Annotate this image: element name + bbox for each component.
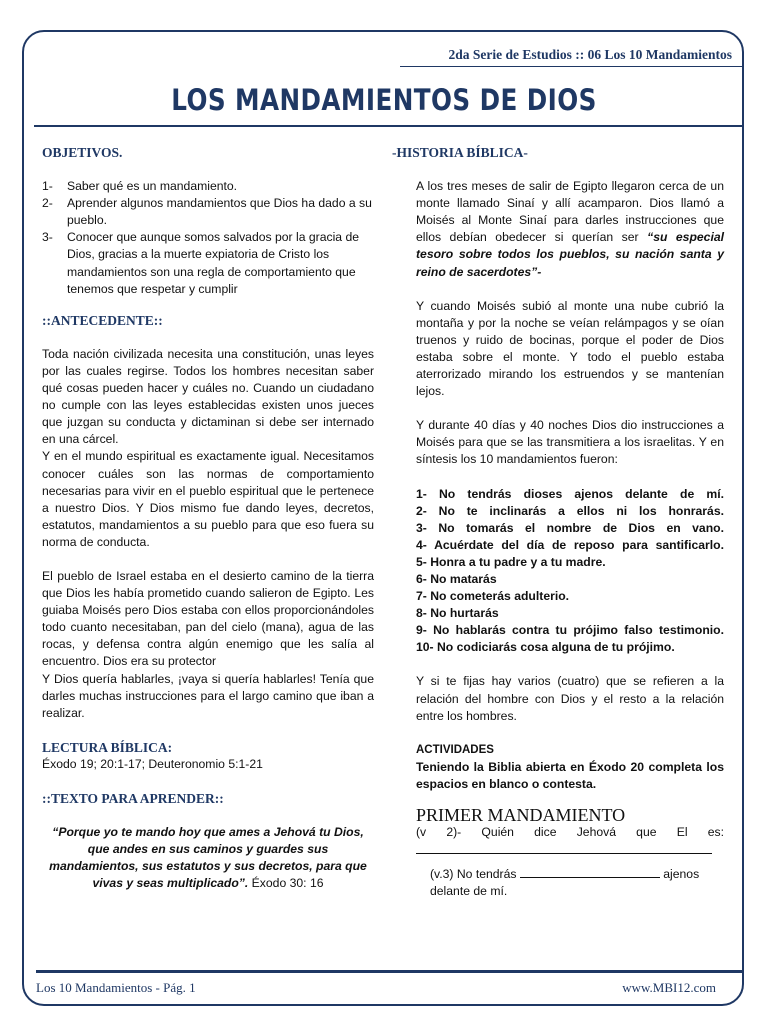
- right-column: [392, 144, 725, 900]
- footer-website: www.MBI12.com: [622, 980, 716, 995]
- list-item: 8- No hurtarás: [416, 606, 499, 621]
- answer-line-1[interactable]: [416, 841, 712, 854]
- list-item: 1- Saber qué es un mandamiento.: [42, 179, 238, 194]
- historia-paragraph: A los tres meses de salir de Egipto llegaron cerca de un monte llamado Sinaí y allí acamparon. Dios llamó a Moisés al Monte Sinaí para darles instrucciones que ellos debían obedecer si querían ser “su especial tesoro sobre todos los pueblos, su nación santa y reino de sacerdotes”-: [416, 179, 725, 279]
- historia-paragraph: Y durante 40 días y 40 noches Dios dio instrucciones a Moisés para que se las transmitiera a los israelitas. Y en síntesis los 10 mandamientos fueron:: [416, 418, 724, 467]
- question-2: (v.3) No tendrás ajenos: [430, 867, 700, 882]
- list-item: 10- No codiciarás cosa alguna de tu prójimo.: [416, 640, 675, 655]
- antecedente-paragraph: El pueblo de Israel estaba en el desierto camino de la tierra que Dios les había prometido cuando salieron de Egipto. Les guiaba Moisés pero Dios estaba con ellos proporcionándoles todo cuanto necesitaban, pan del cielo (mana), agua de las rocas, y defensa contra algún enemigo que les salía al encuentro. Dios era su protector: [42, 568, 374, 669]
- list-item: 9- No hablarás contra tu prójimo falso testimonio.: [416, 623, 724, 638]
- texto-heading: ::TEXTO PARA APRENDER::: [42, 791, 224, 806]
- historia-paragraph: Y cuando Moisés subió al monte una nube cubrió la montaña y por la noche se veían relámpagos y se oían truenos y ruido de bocinas, porque el poder de Dios estaba sobre el monte. Y todo el pueblo estaba aterrorizado mirando los estruendos y se mantenían lejos.: [416, 298, 724, 399]
- objetivos-list: [42, 178, 374, 298]
- list-item: 5- Honra a tu padre y a tu madre.: [416, 554, 606, 569]
- series-underline: [400, 66, 742, 67]
- list-item: 3- Conocer que aunque somos salvados por la gracia de Dios, gracias a la muerte expiatoria de Cristo los mandamientos son una regla de comportamiento que tenemos que respetar y cumplir: [42, 230, 360, 296]
- list-item: 2- Aprender algunos mandamientos que Dios ha dado a su pueblo.: [42, 196, 372, 228]
- memory-verse: “Porque yo te mando hoy que ames a Jehová tu Dios, que andes en sus caminos y guardes sus mandamientos, sus estatutos y sus decretos, para que vivas y seas multiplicado”. Éxodo 30: 16: [49, 825, 367, 891]
- footer-divider: [36, 970, 742, 973]
- series-header: 2da Serie de Estudios :: 06 Los 10 Mandamientos: [448, 47, 732, 62]
- antecedente-heading: ::ANTECEDENTE::: [42, 312, 163, 328]
- antecedente-paragraph: Y en el mundo espiritual es exactamente igual. Necesitamos conocer cuáles son las normas de comportamiento necesarias para vivir en el pueblo espiritual que le pertenece a nuestro Dios. Y Dios mismo fue dando leyes, decretos, estatutos, mandamientos a su pueblo para que eso fuera su norma de conducta.: [42, 449, 374, 549]
- lectura-heading: LECTURA BÍBLICA:: [42, 739, 173, 755]
- commandments-list: [416, 486, 724, 657]
- historia-heading: -HISTORIA BÍBLICA-: [392, 145, 528, 160]
- page-title: LOS MANDAMIENTOS DE DIOS: [171, 83, 597, 117]
- lectura-refs: Éxodo 19; 20:1-17; Deuteronomio 5:1-21: [42, 756, 263, 771]
- footer-page-label: Los 10 Mandamientos - Pág. 1: [36, 980, 196, 995]
- question-1: (v 2)- Quién dice Jehová que El es:: [416, 825, 724, 840]
- actividades-heading: ACTIVIDADES: [416, 743, 494, 756]
- list-item: 3- No tomarás el nombre de Dios en vano.: [416, 520, 724, 535]
- primer-mandamiento-heading: PRIMER MANDAMIENTO: [416, 805, 626, 825]
- list-item: 4- Acuérdate del día de reposo para santificarlo.: [416, 537, 724, 552]
- list-item: 6- No matarás: [416, 571, 497, 586]
- memory-verse-ref: Éxodo 30: 16: [248, 876, 324, 891]
- actividades-instructions: Teniendo la Biblia abierta en Éxodo 20 completa los espacios en blanco o contesta.: [416, 759, 724, 791]
- list-item: 2- No te inclinarás a ellos ni los honrarás.: [416, 503, 724, 518]
- objetivos-heading: OBJETIVOS.: [42, 145, 123, 160]
- list-item: 7- No cometerás adulterio.: [416, 589, 570, 604]
- historia-paragraph: Y si te fijas hay varios (cuatro) que se refieren a la relación del hombre con Dios y el resto a la relación entre los hombres.: [416, 674, 724, 723]
- list-item: 1- No tendrás dioses ajenos delante de mí.: [416, 486, 724, 501]
- title-divider: [34, 125, 742, 127]
- antecedente-paragraph: Y Dios quería hablarles, ¡vaya si quería hablarles! Tenía que darles muchas instrucciones para el largo camino que iban a realizar.: [42, 671, 374, 720]
- answer-blank-2[interactable]: [520, 865, 660, 878]
- antecedente-paragraph: Toda nación civilizada necesita una constitución, unas leyes por las cuales regirse. Todos los hombres necesitan saber qué cosas pueden hacer y cuáles no. Cuando un ciudadano no cumple con las leyes establecidas existen unos jueces que juzgan su conducta y dictaminan si debe ser internado en una cárcel.: [42, 346, 374, 447]
- left-column: [42, 144, 374, 892]
- question-2-end: delante de mí.: [430, 884, 508, 899]
